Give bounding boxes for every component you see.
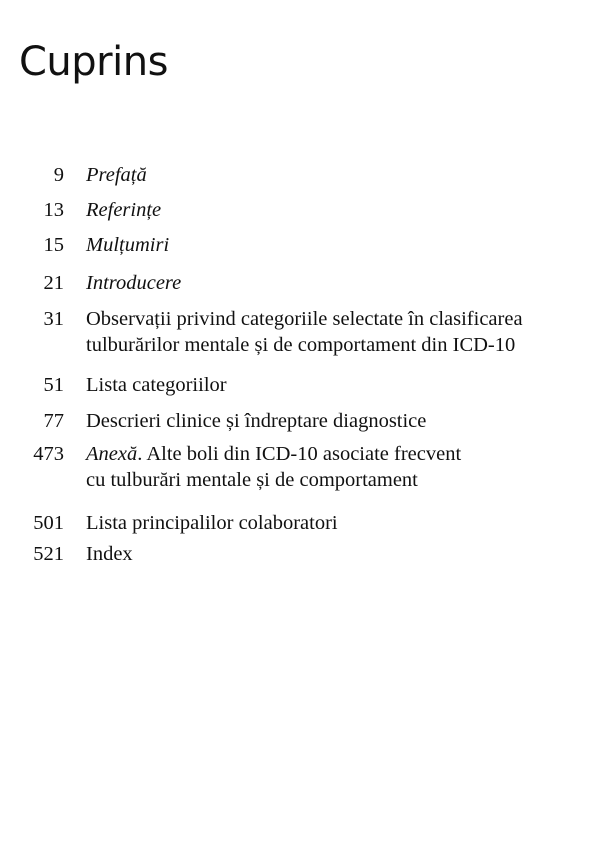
toc-title-line2: cu tulburări mentale și de comportament <box>86 469 418 491</box>
toc-title: Lista categoriilor <box>86 374 227 396</box>
toc-title <box>86 441 461 467</box>
toc-page-number: 31 <box>43 308 64 330</box>
toc-title: Referințe <box>86 199 162 221</box>
toc-page-number: 77 <box>43 410 64 432</box>
toc-title-lead: Anexă <box>86 443 138 465</box>
toc-title: Mulțumiri <box>86 234 170 256</box>
toc-title-rest: . Alte boli din ICD-10 asociate frecvent <box>137 443 462 465</box>
toc-page-number: 521 <box>33 543 64 565</box>
toc-page-number: 21 <box>43 272 64 294</box>
toc-title-line2: tulburărilor mentale și de comportament din ICD-10 <box>86 334 516 356</box>
toc-title: Observații privind categoriile selectate în clasificarea <box>86 308 523 330</box>
toc-title: Prefață <box>86 164 147 186</box>
toc-page-number: 9 <box>53 164 64 186</box>
toc-title: Introducere <box>86 272 182 294</box>
toc-title: Descrieri clinice și îndreptare diagnostice <box>86 410 427 432</box>
toc-title: Lista principalilor colaboratori <box>86 512 338 534</box>
toc-title: Index <box>86 543 133 565</box>
toc-page-number: 473 <box>33 443 64 465</box>
toc-page-number: 13 <box>43 199 64 221</box>
toc-page-number: 51 <box>43 374 64 396</box>
toc-page-number: 501 <box>33 512 64 534</box>
toc-page-number: 15 <box>43 234 64 256</box>
page-title: Cuprins <box>19 39 168 85</box>
